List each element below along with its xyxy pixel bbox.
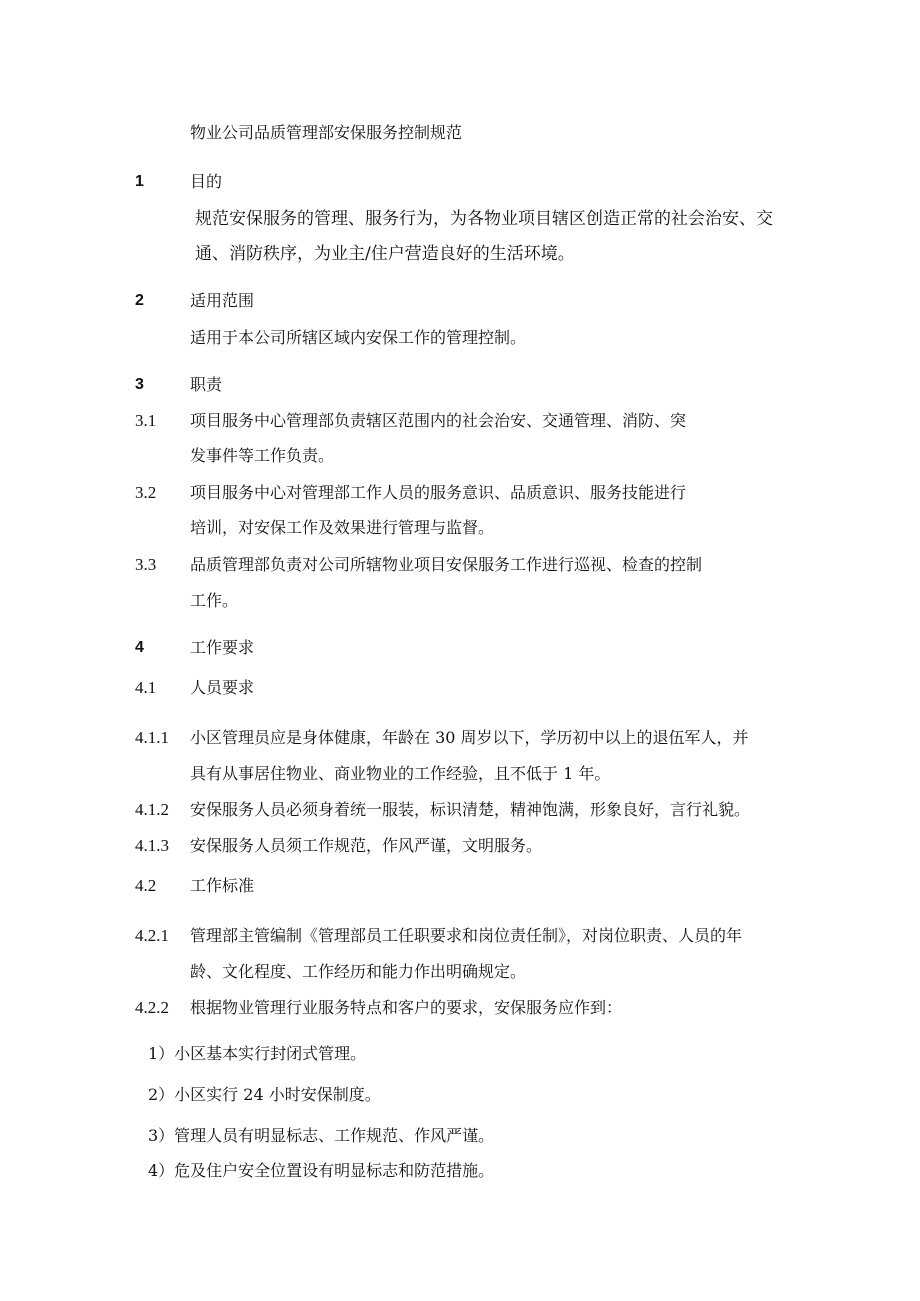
item-3-1-number: 3.1 xyxy=(135,411,157,430)
item-3-1-line2: 发事件等工作负责。 xyxy=(190,446,335,465)
section-1-text-line2: 通、消防秩序，为业主/住户营造良好的生活环境。 xyxy=(195,244,575,264)
section-3-heading: 职责 xyxy=(190,375,223,394)
item-3-3-line2: 工作。 xyxy=(190,591,239,610)
item-4-2-1-line1: 管理部主管编制《管理部员工任职要求和岗位责任制》，对岗位职责、人员的年 xyxy=(190,926,743,945)
section-2-heading: 适用范围 xyxy=(190,291,255,310)
item-4-1-1-line2: 具有从事居住物业、商业物业的工作经验，且不低于 1 年。 xyxy=(190,764,611,783)
item-4-1-3-line1: 安保服务人员须工作规范，作风严谨，文明服务。 xyxy=(190,836,543,855)
item-3-3-number: 3.3 xyxy=(135,555,157,574)
item-4-2-1-line2: 龄、文化程度、工作经历和能力作出明确规定。 xyxy=(190,962,527,981)
section-1-text-line1: 规范安保服务的管理、服务行为，为各物业项目辖区创造正常的社会治安、交 xyxy=(195,209,773,229)
item-3-2-line2: 培训，对安保工作及效果进行管理与监督。 xyxy=(190,518,495,537)
list-item: 4）危及住户安全位置设有明显标志和防范措施。 xyxy=(148,1161,495,1180)
section-2-number: 2 xyxy=(135,292,144,309)
list-item: 3）管理人员有明显标志、工作规范、作风严谨。 xyxy=(148,1126,495,1145)
subsection-4-1-number: 4.1 xyxy=(135,678,157,697)
list-item: 2）小区实行 24 小时安保制度。 xyxy=(148,1085,381,1104)
section-4-heading: 工作要求 xyxy=(190,638,255,657)
item-4-2-2-line1: 根据物业管理行业服务特点和客户的要求，安保服务应作到： xyxy=(190,998,623,1017)
subsection-4-1-heading: 人员要求 xyxy=(190,678,255,697)
section-1-number: 1 xyxy=(135,173,144,190)
subsection-4-2-heading: 工作标准 xyxy=(190,876,255,895)
section-4-number: 4 xyxy=(135,639,144,656)
document-title: 物业公司品质管理部安保服务控制规范 xyxy=(190,123,463,142)
item-3-3-line1: 品质管理部负责对公司所辖物业项目安保服务工作进行巡视、检查的控制 xyxy=(190,555,703,574)
item-4-1-1-line1: 小区管理员应是身体健康，年龄在 30 周岁以下，学历初中以上的退伍军人，并 xyxy=(190,728,749,747)
section-2-text: 适用于本公司所辖区域内安保工作的管理控制。 xyxy=(190,328,527,347)
item-4-1-2-line1: 安保服务人员必须身着统一服装，标识清楚，精神饱满，形象良好，言行礼貌。 xyxy=(190,800,751,819)
item-4-2-2-number: 4.2.2 xyxy=(135,998,169,1017)
item-3-2-number: 3.2 xyxy=(135,483,157,502)
item-4-1-1-number: 4.1.1 xyxy=(135,728,169,747)
list-item: 1）小区基本实行封闭式管理。 xyxy=(148,1044,367,1063)
item-3-2-line1: 项目服务中心对管理部工作人员的服务意识、品质意识、服务技能进行 xyxy=(190,483,687,502)
section-3-number: 3 xyxy=(135,376,144,393)
item-4-1-2-number: 4.1.2 xyxy=(135,800,169,819)
item-4-2-1-number: 4.2.1 xyxy=(135,926,169,945)
subsection-4-2-number: 4.2 xyxy=(135,876,157,895)
item-4-1-3-number: 4.1.3 xyxy=(135,836,169,855)
item-3-1-line1: 项目服务中心管理部负责辖区范围内的社会治安、交通管理、消防、突 xyxy=(190,411,687,430)
section-1-heading: 目的 xyxy=(190,172,223,191)
